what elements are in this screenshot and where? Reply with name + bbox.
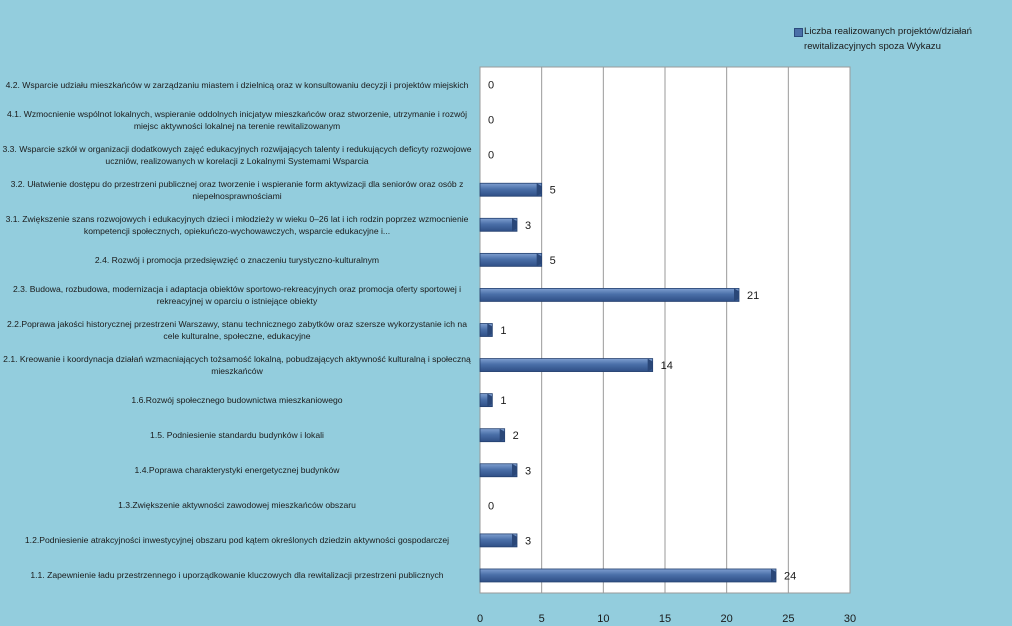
category-label: 2.2.Poprawa jakości historycznej przestrzeni Warszawy, stanu technicznego zabytków oraz szersze wykorzystanie ich na cele kulturalne, społeczne, edukacyjne	[7, 319, 467, 341]
category-label: 1.4.Poprawa charakterystyki energetycznej budynków	[134, 465, 340, 476]
value-label: 3	[525, 465, 532, 478]
legend	[794, 24, 1009, 54]
category-label: 4.1. Wzmocnienie wspólnot lokalnych, wspieranie oddolnych inicjatyw mieszkańców oraz stworzenie, utrzymanie i rozwój miejsc aktywności lokalnej na terenie rewitalizowanym	[7, 108, 467, 131]
category-label: 2.3. Budowa, rozbudowa, modernizacja i adaptacja obiektów sportowo-rekreacyjnych oraz promocja oferty sportowej i rekreacyjnej w oparciu o istniejące obiekty	[12, 283, 462, 306]
x-tick-label: 10	[597, 613, 610, 625]
bar	[480, 359, 653, 372]
legend-label: Liczba realizowanych projektów/działań rewitalizacyjnych spoza Wykazu	[804, 26, 972, 52]
category-label: 2.1. Kreowanie i koordynacja działań wzmacniających tożsamość lokalną, pobudzających aktywność kulturalną i społeczną mieszkańców	[3, 354, 471, 377]
value-label: 0	[488, 79, 495, 92]
bar	[480, 569, 776, 582]
x-tick-label: 25	[782, 613, 795, 625]
category-label: 1.2.Podniesienie atrakcyjności inwestycyjnej obszaru pod kątem określonych dziedzin aktywności gospodarczej	[24, 535, 450, 546]
value-label: 5	[549, 184, 556, 197]
value-label: 1	[500, 325, 507, 337]
value-label: 24	[784, 570, 797, 583]
category-label: 1.3.Zwiększenie aktywności zawodowej mieszkańców obszaru	[118, 500, 356, 511]
value-label: 0	[488, 500, 495, 513]
bar	[480, 288, 739, 301]
x-tick-label: 0	[476, 613, 484, 625]
x-axis-ticks	[477, 613, 856, 625]
value-label: 21	[747, 289, 760, 302]
category-label: 1.1. Zapewnienie ładu przestrzennego i uporządkowanie kluczowych dla rewitalizacji przestrzeni publicznych	[30, 570, 444, 581]
value-label: 3	[525, 535, 532, 548]
bar	[480, 183, 542, 196]
legend-swatch	[794, 28, 803, 37]
x-tick-label: 5	[538, 613, 545, 625]
value-label: 2	[512, 430, 519, 443]
value-label: 5	[549, 254, 556, 267]
value-label: 0	[488, 149, 495, 162]
bar	[480, 534, 517, 547]
value-label: 1	[500, 395, 507, 408]
value-label: 14	[660, 360, 673, 373]
category-label: 2.4. Rozwój i promocja przedsięwzięć o znaczeniu turystyczno-kulturalnym	[94, 254, 380, 265]
x-tick-label: 20	[720, 613, 733, 625]
x-tick-label: 30	[843, 613, 857, 625]
x-tick-label: 15	[658, 613, 672, 625]
bar	[480, 218, 517, 231]
value-label: 3	[525, 219, 532, 232]
category-label: 4.2. Wsparcie udziału mieszkańców w zarządzaniu miastem i dzielnicą oraz w konsultowaniu decyzji i projektów miejskich	[5, 79, 469, 90]
bar	[480, 464, 517, 477]
category-label: 1.6.Rozwój społecznego budownictwa mieszkaniowego	[131, 395, 343, 406]
category-label: 3.3. Wsparcie szkół w organizacji dodatkowych zajęć edukacyjnych rozwijających talenty i redukujących deficyty rozwojowe uczniów, realizowanych w korelacji z Lokalnymi Systemami Wsparcia	[2, 143, 472, 166]
category-label: 3.2. Ułatwienie dostępu do przestrzeni publicznej oraz tworzenie i wspieranie form aktywizacji dla seniorów oraz osób z niepełnosprawnościami	[10, 178, 464, 201]
bar	[480, 253, 542, 266]
category-label: 1.5. Podniesienie standardu budynków i lokali	[150, 430, 324, 441]
value-label: 0	[488, 114, 495, 127]
category-label: 3.1. Zwiększenie szans rozwojowych i edukacyjnych dzieci i młodzieży w wieku 0–26 lat i ich rodzin poprzez wzmocnienie kompetencji społecznych, opiekuńczo-wychowawczych, wsparcie edukacyjne i...	[5, 213, 469, 236]
